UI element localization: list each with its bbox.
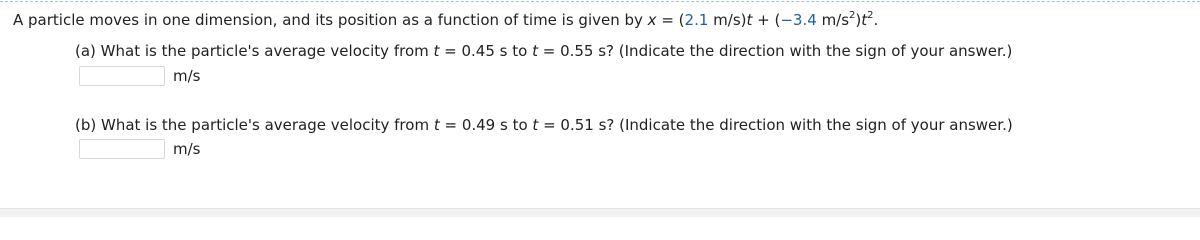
part-a-answer-row xyxy=(79,65,200,87)
part-b-prefix: (b) What is the particle's average velocity from xyxy=(75,116,434,134)
part-a-question xyxy=(75,41,1012,61)
acceleration-unit: m/s xyxy=(816,11,850,29)
velocity-unit: m/s) xyxy=(708,11,747,29)
part-b-t1-text: = 0.49 s to xyxy=(439,116,533,134)
bottom-bar xyxy=(0,208,1200,217)
part-a-t1-variable: t xyxy=(433,42,440,60)
part-b-answer-input[interactable] xyxy=(79,139,165,159)
part-b-t1-variable: t xyxy=(433,116,440,134)
acceleration-unit-exponent: 2 xyxy=(849,10,856,21)
problem-statement xyxy=(13,10,878,30)
part-b-question xyxy=(75,115,1013,135)
t-squared-variable: t xyxy=(861,11,868,29)
part-a-t1-text: = 0.45 s to xyxy=(439,42,533,60)
equals-sign: = xyxy=(656,11,679,29)
part-a-answer-input[interactable] xyxy=(79,66,165,86)
x-variable: x xyxy=(647,11,657,29)
open-paren: ( xyxy=(678,11,685,29)
top-dashed-rule xyxy=(0,1,1200,2)
t-exponent: 2 xyxy=(867,10,874,21)
t-variable: t xyxy=(746,11,753,29)
period: . xyxy=(873,11,879,29)
part-a-t2-text: = 0.55 s? (Indicate the direction with the sign of your answer.) xyxy=(537,42,1013,60)
plus-sign: + ( xyxy=(752,11,781,29)
problem-intro: A particle moves in one dimension, and its position as a function of time is given by xyxy=(13,11,648,29)
part-a-t2-variable: t xyxy=(532,42,538,60)
acceleration-coefficient: −3.4 xyxy=(780,11,817,29)
part-b-unit: m/s xyxy=(173,140,201,158)
part-b-t2-text: = 0.51 s? (Indicate the direction with the sign of your answer.) xyxy=(538,116,1013,134)
close-paren: ) xyxy=(855,11,862,29)
part-b-t2-variable: t xyxy=(532,116,539,134)
part-a-unit: m/s xyxy=(173,67,201,85)
part-a-prefix: (a) What is the particle's average velocity from xyxy=(75,42,434,60)
velocity-coefficient: 2.1 xyxy=(684,11,709,29)
part-b-answer-row xyxy=(79,138,200,160)
